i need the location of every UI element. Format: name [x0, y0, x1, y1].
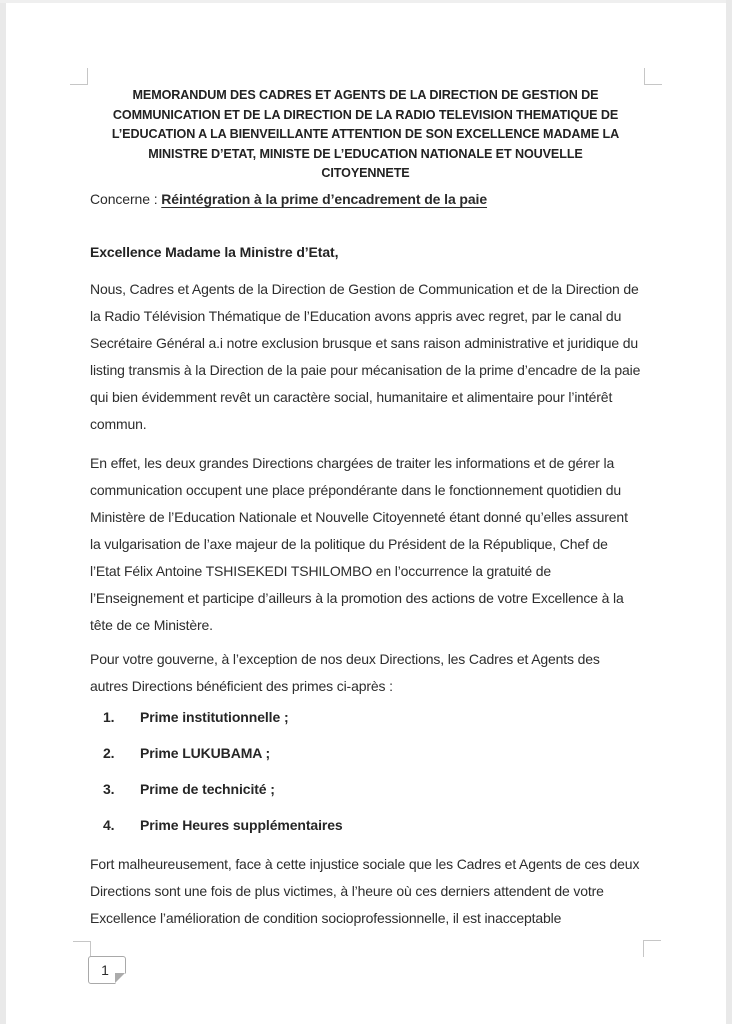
paragraph-exclusion: Nous, Cadres et Agents de la Direction de Gestion de Communication et de la Direction de la Radio Télévision Thématique de l’Education avons appris avec regret, par le canal du Secrétaire Général a.i notre exclusion brusque et sans raison administrative et juridique du listing transmis à la Direction de la paie pour mécanisation de la prime d’encadre de la paie qui bien évidemment revêt un caractère social, humanitaire et alimentaire pour l’intérêt commun. — [90, 280, 641, 432]
crop-mark-top-left-icon — [70, 68, 88, 85]
list-item — [103, 707, 641, 728]
list-item-number: 1. — [103, 708, 115, 725]
list-item-number: 2. — [103, 744, 115, 761]
crop-mark-bottom-right-icon — [643, 940, 661, 957]
list-item-label: Prime institutionnelle ; — [140, 708, 289, 725]
memo-title-line: COMMUNICATION ET DE LA DIRECTION DE LA RADIO TELEVISION THEMATIQUE DE — [112, 107, 619, 122]
paragraph-primes-intro: Pour votre gouverne, à l’exception de nos deux Directions, les Cadres et Agents des autres Directions bénéficient des primes ci-après : — [90, 650, 600, 694]
memo-title-line: MINISTRE D’ETAT, MINISTE DE L’EDUCATION NATIONALE ET NOUVELLE — [148, 146, 583, 161]
page-number-badge — [88, 956, 126, 984]
concerne-subject: Réintégration à la prime d’encadrement de la paie — [161, 190, 488, 207]
memo-content — [90, 86, 641, 932]
page-edge-right — [726, 0, 732, 1024]
list-item-number: 3. — [103, 780, 115, 797]
page-edge-top — [0, 0, 732, 3]
memo-title-line: MEMORANDUM DES CADRES ET AGENTS DE LA DIRECTION DE GESTION DE — [132, 88, 599, 102]
list-item-label: Prime Heures supplémentaires — [140, 816, 343, 833]
paragraph-role-directions: En effet, les deux grandes Directions chargées de traiter les informations et de gérer la communication occupent une place prépondérante dans le fonctionnement quotidien du Ministère de l’Education Nationale et Nouvelle Citoyenneté étant donné qu’elles assurent la vulgarisation de l’axe majeur de la politique du Président de la République, Chef de l’Etat Félix Antoine TSHISEKEDI TSHILOMBO en l’occurrence la gratuité de l’Enseignement et participe d’ailleurs à la promotion des actions de votre Excellence à la tête de ce Ministère. — [90, 454, 628, 633]
crop-mark-bottom-left-icon — [73, 941, 91, 958]
page-edge-left — [0, 0, 6, 1024]
primes-list — [90, 707, 641, 836]
memo-title-line: CITOYENNETE — [321, 166, 410, 180]
paragraph-closing: Fort malheureusement, face à cette injustice sociale que les Cadres et Agents de ces deux Directions sont une fois de plus victimes, à l’heure où ces derniers attendent de votre Excellence l’amélioration de condition socioprofessionnelle, il est inacceptable — [90, 855, 640, 926]
list-item-label: Prime LUKUBAMA ; — [140, 744, 271, 761]
list-item-number: 4. — [103, 816, 115, 833]
list-item — [103, 815, 641, 836]
list-item — [103, 743, 641, 764]
concerne-line — [90, 188, 641, 210]
crop-mark-top-right-icon — [644, 68, 662, 85]
list-item — [103, 779, 641, 800]
list-item-label: Prime de technicité ; — [140, 780, 275, 797]
salutation: Excellence Madame la Ministre d’Etat, — [90, 243, 339, 260]
concerne-label: Concerne : — [90, 190, 162, 207]
memo-title — [90, 86, 641, 184]
memo-title-line: L’EDUCATION A LA BIENVEILLANTE ATTENTION DE SON EXCELLENCE MADAME LA — [111, 127, 620, 141]
page-number: 1 — [101, 962, 109, 978]
